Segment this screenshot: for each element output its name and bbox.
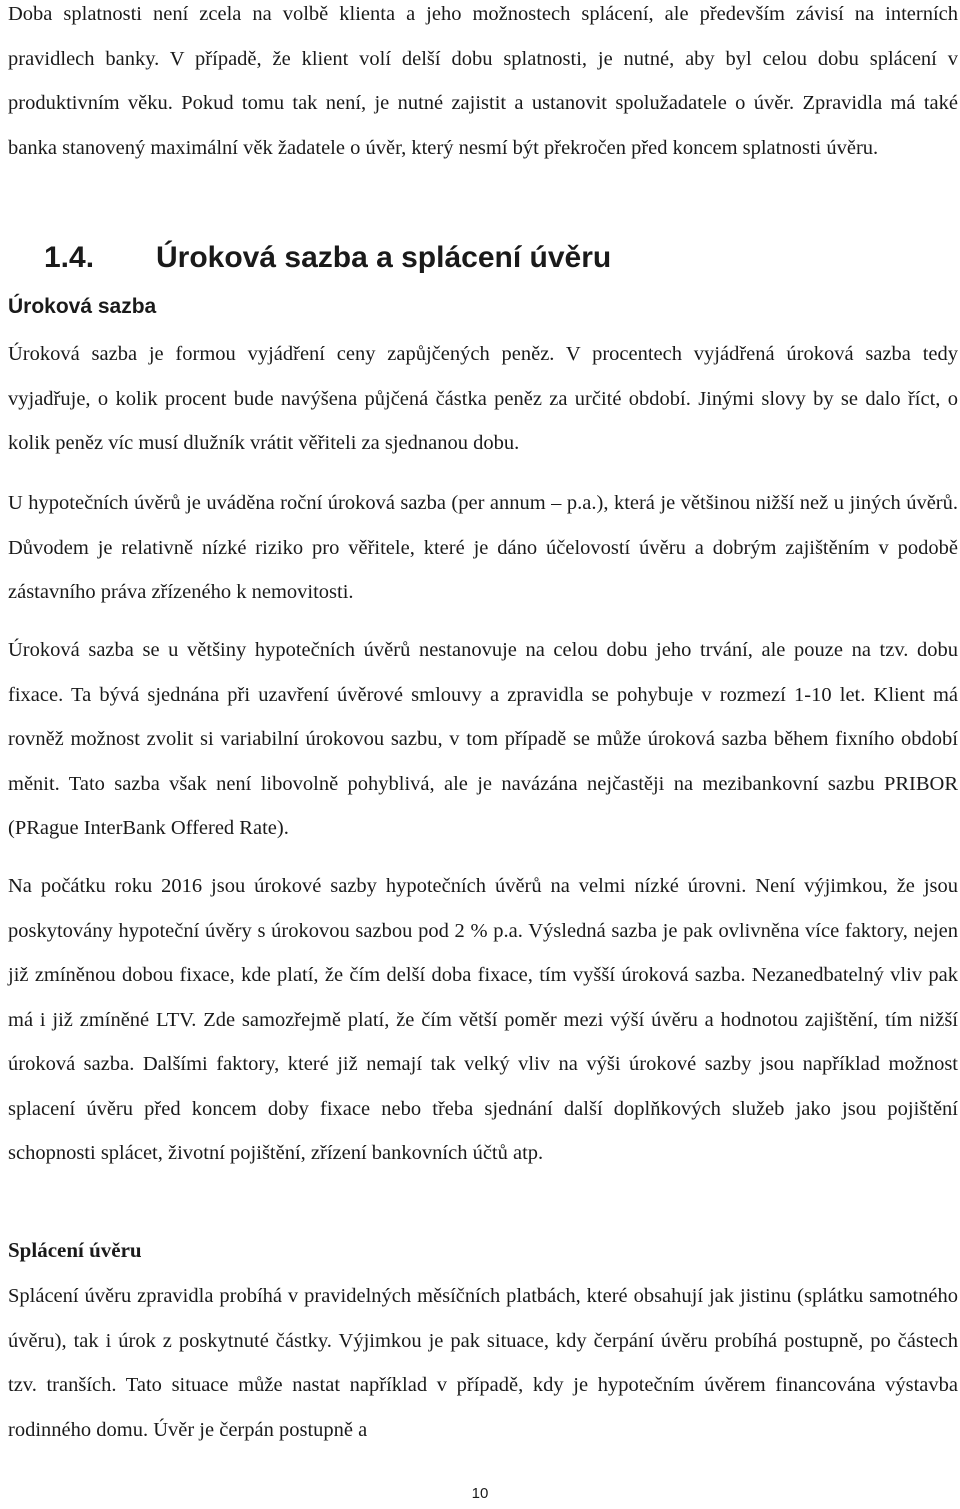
chapter-number: 1.4. <box>44 241 95 274</box>
paragraph-rate-fixation: Úroková sazba se u většiny hypotečních úvěrů nestanovuje na celou dobu jeho trvání, ale pouze na tzv. dobu fixace. Ta bývá sjednána při uzavření úvěrové smlouvy a zpravidla se pohybuje v rozmezí 1-10 let. Klient má rovněž možnost zvolit si variabilní úrokovou sazbu, v tom případě se může úroková sazba během fixního období měnit. Tato sazba však není libovolně pohyblivá, ale je navázána nejčastěji na mezibankovní sazbu PRIBOR (PRague InterBank Offered Rate). <box>8 639 958 839</box>
page-number: 10 <box>471 1485 489 1502</box>
paragraph-maturity: Doba splatnosti není zcela na volbě klienta a jeho možnostech splácení, ale především závisí na interních pravidlech banky. V případě, že klient volí delší dobu splatnosti, je nutné, aby byl celou dobu splácení v produktivním věku. Pokud tomu tak není, je nutné zajistit a ustanovit spolužadatele o úvěr. Zpravidla má také banka stanovený maximální věk žadatele o úvěr, který nesmí být překročen před koncem splatnosti úvěru. <box>8 3 958 159</box>
subsection-heading-rate: Úroková sazba <box>8 295 157 318</box>
paragraph-repayment: Splácení úvěru zpravidla probíhá v pravidelných měsíčních platbách, které obsahují jak jistinu (splátku samotného úvěru), tak i úrok z poskytnuté částky. Výjimkou je pak situace, kdy čerpání úvěru probíhá postupně, po částech tzv. tranších. Tato situace může nastat například v případě, kdy je hypotečním úvěrem financována výstavba rodinného domu. Úvěr je čerpán postupně a <box>8 1285 958 1441</box>
paragraph-rate-definition: Úroková sazba je formou vyjádření ceny zapůjčených peněz. V procentech vyjádřená úroková sazba tedy vyjadřuje, o kolik procent bude navýšena půjčená částka peněz za určité období. Jinými slovy by se dalo říct, o kolik peněz víc musí dlužník vrátit věřiteli za sjednanou dobu. <box>8 343 958 454</box>
paragraph-rate-2016: Na počátku roku 2016 jsou úrokové sazby hypotečních úvěrů na velmi nízké úrovni. Není výjimkou, že jsou poskytovány hypoteční úvěry s úrokovou sazbou pod 2 % p.a. Výsledná sazba je pak ovlivněna více faktory, nejen již zmíněnou dobou fixace, kde platí, že čím delší doba fixace, tím vyšší úroková sazba. Nezanedbatelný vliv pak má i již zmíněné LTV. Zde samozřejmě platí, že čím větší poměr mezi výší úvěru a hodnotou zajištění, tím nižší úroková sazba. Dalšími faktory, které již nemají tak velký vliv na výši úrokové sazby jsou například možnost splacení úvěru před koncem doby fixace nebo třeba sjednání další doplňkových služeb jako jsou pojištění schopnosti splácet, životní pojištění, zřízení bankovních účtů atp. <box>8 875 958 1164</box>
subsection-heading-repayment: Splácení úvěru <box>8 1238 142 1262</box>
chapter-title: Úroková sazba a splácení úvěru <box>156 241 612 274</box>
paragraph-rate-per-annum: U hypotečních úvěrů je uváděna roční úroková sazba (per annum – p.a.), která je většinou nižší než u jiných úvěrů. Důvodem je relativně nízké riziko pro věřitele, které je dáno účelovostí úvěru a dobrým zajištěním v podobě zástavního práva zřízeného k nemovitosti. <box>8 492 958 603</box>
chapter-heading <box>8 236 958 280</box>
